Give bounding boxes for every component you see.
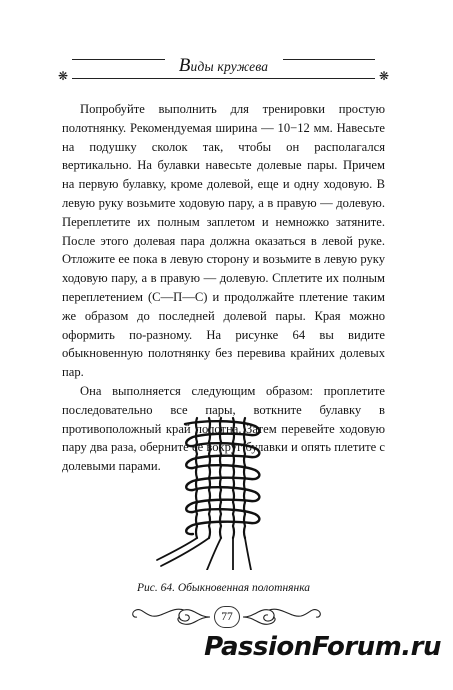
flourish-left-icon [128,604,212,630]
paragraph-1: Попробуйте выполнить для тренировки простую полотнянку. Рекомендуемая ширина — 10−12 мм. Навесьте на подушку сколок так, чтобы он располагался вертикально. На булавки навесьте долевые пары. Причем на первую булавку, кроме долевой, еще и одну ходовую. В левую руку возьмите ходовую пару, а в правую — долевую. Переплетите их полным заплетом и немножко затяните. После этого долевая пара должна оказаться в левой руке. Отложите ее пока в левую сторону и возьмите в левую руку ходовую пару, а в правую — долевую. Сплетите их полным переплетением (С—П—С) и продолжайте плетение таким же образом до последней долевой пары. Края можно оформить по-разному. На рисунке 64 вы видите обыкновенную полотнянку без перевива крайних долевых пар. [62,102,385,380]
lace-illustration [155,410,295,570]
chapter-title-rest: иды кружева [190,59,269,74]
header-rule-bottom [72,78,375,79]
page-number: 77 [214,606,240,628]
bobbin-tail [245,538,251,570]
bobbin-tail [161,538,209,566]
header-ornament-right-icon: ❋ [378,69,389,83]
paragraph-2: Она выполняется следующим образом: проплетите последовательно все пары, воткните булавку в противоположный край полотна. Затем перевейте ходовую пару два раза, оберните ее вокруг булавки и опять плетите с долевыми парами. [62,383,385,474]
figure-caption: Рис. 64. Обыкновенная полотнянка [136,582,311,594]
flourish-right-icon [241,604,325,630]
bobbin-tail [207,538,221,570]
watermark: PassionForum.ru [204,632,441,662]
chapter-title [165,56,283,77]
chapter-title-initial: В [178,55,191,76]
header-ornament-left-icon: ❋ [58,69,69,83]
lace-braid-drawing [155,410,295,570]
page-number-ornament [128,602,325,632]
running-header [58,42,389,90]
